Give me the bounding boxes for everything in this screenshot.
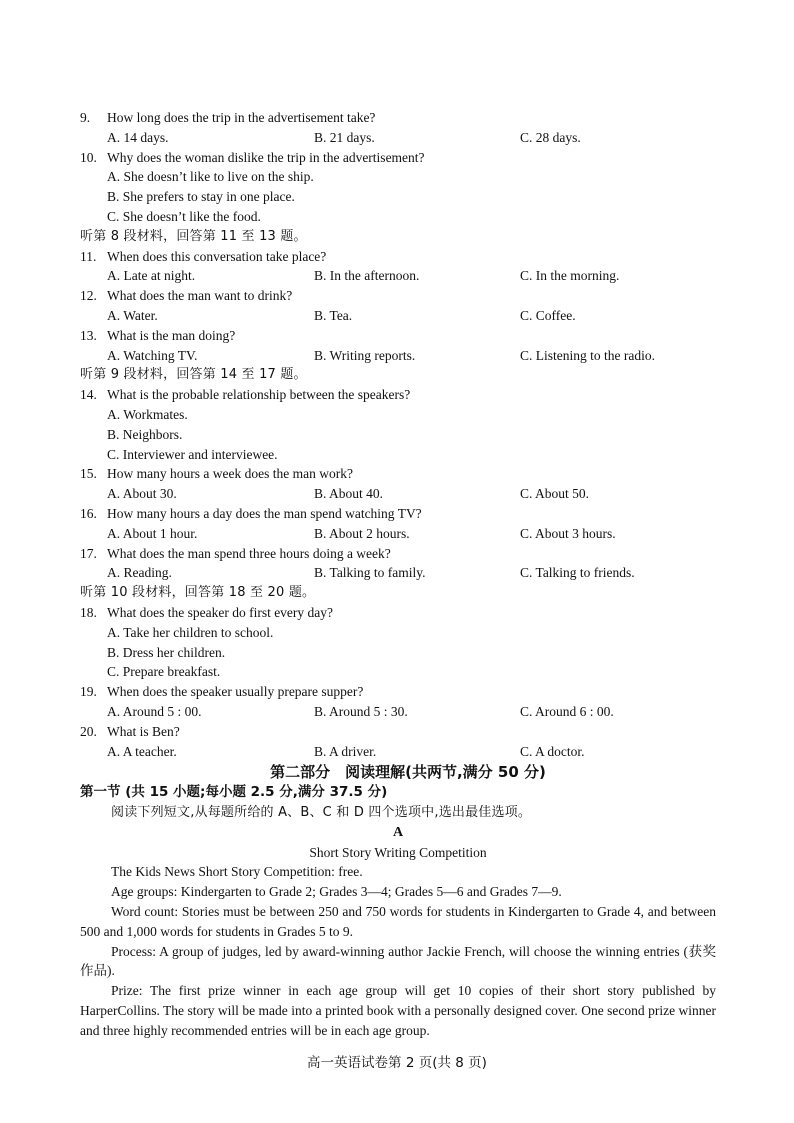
question-text: What does the man want to drink? bbox=[107, 288, 293, 304]
question-17-options bbox=[80, 563, 716, 583]
option-c: C. About 50. bbox=[520, 486, 590, 502]
option-a: A. Take her children to school. bbox=[107, 624, 274, 640]
question-number: 13. bbox=[80, 327, 97, 343]
question-number: 15. bbox=[80, 466, 97, 482]
question-19 bbox=[80, 682, 716, 702]
question-12-options bbox=[80, 306, 716, 326]
question-9 bbox=[80, 108, 716, 128]
section-8-heading: 听第 8 段材料，回答第 11 至 13 题。 bbox=[80, 228, 307, 244]
question-number: 20. bbox=[80, 723, 97, 739]
question-number: 16. bbox=[80, 505, 97, 521]
option-c: C. Interviewer and interviewee. bbox=[107, 446, 278, 462]
question-text: What does the man spend three hours doing a week? bbox=[107, 545, 391, 561]
question-18 bbox=[80, 603, 716, 623]
question-text: When does the speaker usually prepare supper? bbox=[107, 684, 364, 700]
option-a: A. She doesn’t like to live on the ship. bbox=[107, 169, 314, 185]
question-number: 19. bbox=[80, 684, 97, 700]
question-10 bbox=[80, 148, 716, 168]
question-20-options bbox=[80, 742, 716, 762]
question-20 bbox=[80, 722, 716, 742]
question-text: How long does the trip in the advertisement take? bbox=[107, 110, 376, 125]
passage-letter: A bbox=[392, 824, 404, 840]
question-13 bbox=[80, 326, 716, 346]
page-content bbox=[80, 108, 716, 1041]
option-c: C. About 3 hours. bbox=[520, 525, 616, 541]
question-9-options bbox=[80, 128, 716, 148]
question-15 bbox=[80, 464, 716, 484]
passage-line: Age groups: Kindergarten to Grade 2; Grades 3—4; Grades 5—6 and Grades 7—9. bbox=[111, 884, 562, 900]
option-a: A. Watching TV. bbox=[107, 347, 198, 363]
page-footer: 高一英语试卷第 2 页(共 8 页) bbox=[307, 1055, 487, 1071]
question-19-options bbox=[80, 702, 716, 722]
section-10-heading: 听第 10 段材料，回答第 18 至 20 题。 bbox=[80, 585, 316, 601]
option-a: A. Workmates. bbox=[107, 406, 188, 422]
option-a: A. Around 5 : 00. bbox=[107, 703, 202, 719]
question-text: Why does the woman dislike the trip in the advertisement? bbox=[107, 149, 425, 165]
option-c: C. 28 days. bbox=[520, 129, 581, 145]
passage-line: The Kids News Short Story Competition: free. bbox=[111, 864, 363, 880]
option-b: B. Neighbors. bbox=[107, 426, 183, 442]
option-b: B. She prefers to stay in one place. bbox=[107, 189, 295, 205]
question-14 bbox=[80, 385, 716, 405]
question-number: 9. bbox=[80, 110, 91, 125]
option-a: A. About 30. bbox=[107, 486, 177, 502]
option-b: B. Dress her children. bbox=[107, 644, 226, 660]
option-b: B. A driver. bbox=[314, 743, 377, 759]
question-text: What is the man doing? bbox=[107, 327, 236, 343]
question-text: How many hours a week does the man work? bbox=[107, 466, 353, 482]
passage-title: Short Story Writing Competition bbox=[309, 844, 487, 860]
question-text: How many hours a day does the man spend watching TV? bbox=[107, 505, 422, 521]
option-b: B. In the afternoon. bbox=[314, 268, 420, 284]
option-b: B. Talking to family. bbox=[314, 565, 426, 581]
option-c: C. In the morning. bbox=[520, 268, 620, 284]
option-c: C. Coffee. bbox=[520, 307, 576, 323]
section-1-heading: 第一节 (共 15 小题;每小题 2.5 分,满分 37.5 分) bbox=[80, 784, 388, 801]
question-12 bbox=[80, 286, 716, 306]
option-a: A. Reading. bbox=[107, 565, 172, 581]
option-c: C. A doctor. bbox=[520, 743, 585, 759]
question-11-options bbox=[80, 266, 716, 286]
option-a: A. About 1 hour. bbox=[107, 525, 198, 541]
paragraph-word-count: Word count: Stories must be between 250 and 750 words for students in Kindergarten to Grade 4, and between 500 and 1,000 words for students in Grades 5 to 9. bbox=[80, 904, 716, 939]
section-9-heading: 听第 9 段材料，回答第 14 至 17 题。 bbox=[80, 367, 307, 383]
question-number: 17. bbox=[80, 545, 97, 561]
option-c: C. Prepare breakfast. bbox=[107, 664, 221, 680]
paragraph-prize: Prize: The first prize winner in each age group will get 10 copies of their short story published by HarperCollins. The story will be made into a printed book with a personally designed cover. One second prize winner and three highly recommended entries will be in each age group. bbox=[80, 983, 716, 1038]
question-17 bbox=[80, 544, 716, 564]
option-c: C. Listening to the radio. bbox=[520, 347, 655, 363]
option-a: A. A teacher. bbox=[107, 743, 177, 759]
question-number: 12. bbox=[80, 288, 97, 304]
question-16-options bbox=[80, 524, 716, 544]
question-text: What is Ben? bbox=[107, 723, 180, 739]
option-b: B. Writing reports. bbox=[314, 347, 416, 363]
option-c: C. Around 6 : 00. bbox=[520, 703, 614, 719]
option-b: B. Tea. bbox=[314, 307, 353, 323]
option-a: A. Water. bbox=[107, 307, 158, 323]
question-text: What is the probable relationship between the speakers? bbox=[107, 387, 411, 403]
option-b: B. About 2 hours. bbox=[314, 525, 410, 541]
question-text: What does the speaker do first every day? bbox=[107, 604, 334, 620]
option-c: C. She doesn’t like the food. bbox=[107, 208, 261, 224]
reading-instructions: 阅读下列短文,从每题所给的 A、B、C 和 D 四个选项中,选出最佳选项。 bbox=[111, 805, 532, 821]
option-a: A. 14 days. bbox=[107, 129, 169, 145]
question-13-options bbox=[80, 346, 716, 366]
question-15-options bbox=[80, 484, 716, 504]
option-a: A. Late at night. bbox=[107, 268, 196, 284]
question-11 bbox=[80, 247, 716, 267]
question-16 bbox=[80, 504, 716, 524]
option-b: B. 21 days. bbox=[314, 129, 375, 145]
option-c: C. Talking to friends. bbox=[520, 565, 635, 581]
question-number: 14. bbox=[80, 387, 97, 403]
question-number: 18. bbox=[80, 604, 97, 620]
question-text: When does this conversation take place? bbox=[107, 248, 327, 264]
paragraph-process: Process: A group of judges, led by award-winning author Jackie French, will choose the winning entries (获奖作品). bbox=[80, 943, 716, 979]
option-b: B. About 40. bbox=[314, 486, 384, 502]
question-number: 10. bbox=[80, 149, 97, 165]
question-number: 11. bbox=[80, 248, 97, 264]
option-b: B. Around 5 : 30. bbox=[314, 703, 408, 719]
part-2-title: 第二部分 阅读理解(共两节,满分 50 分) bbox=[270, 763, 546, 782]
